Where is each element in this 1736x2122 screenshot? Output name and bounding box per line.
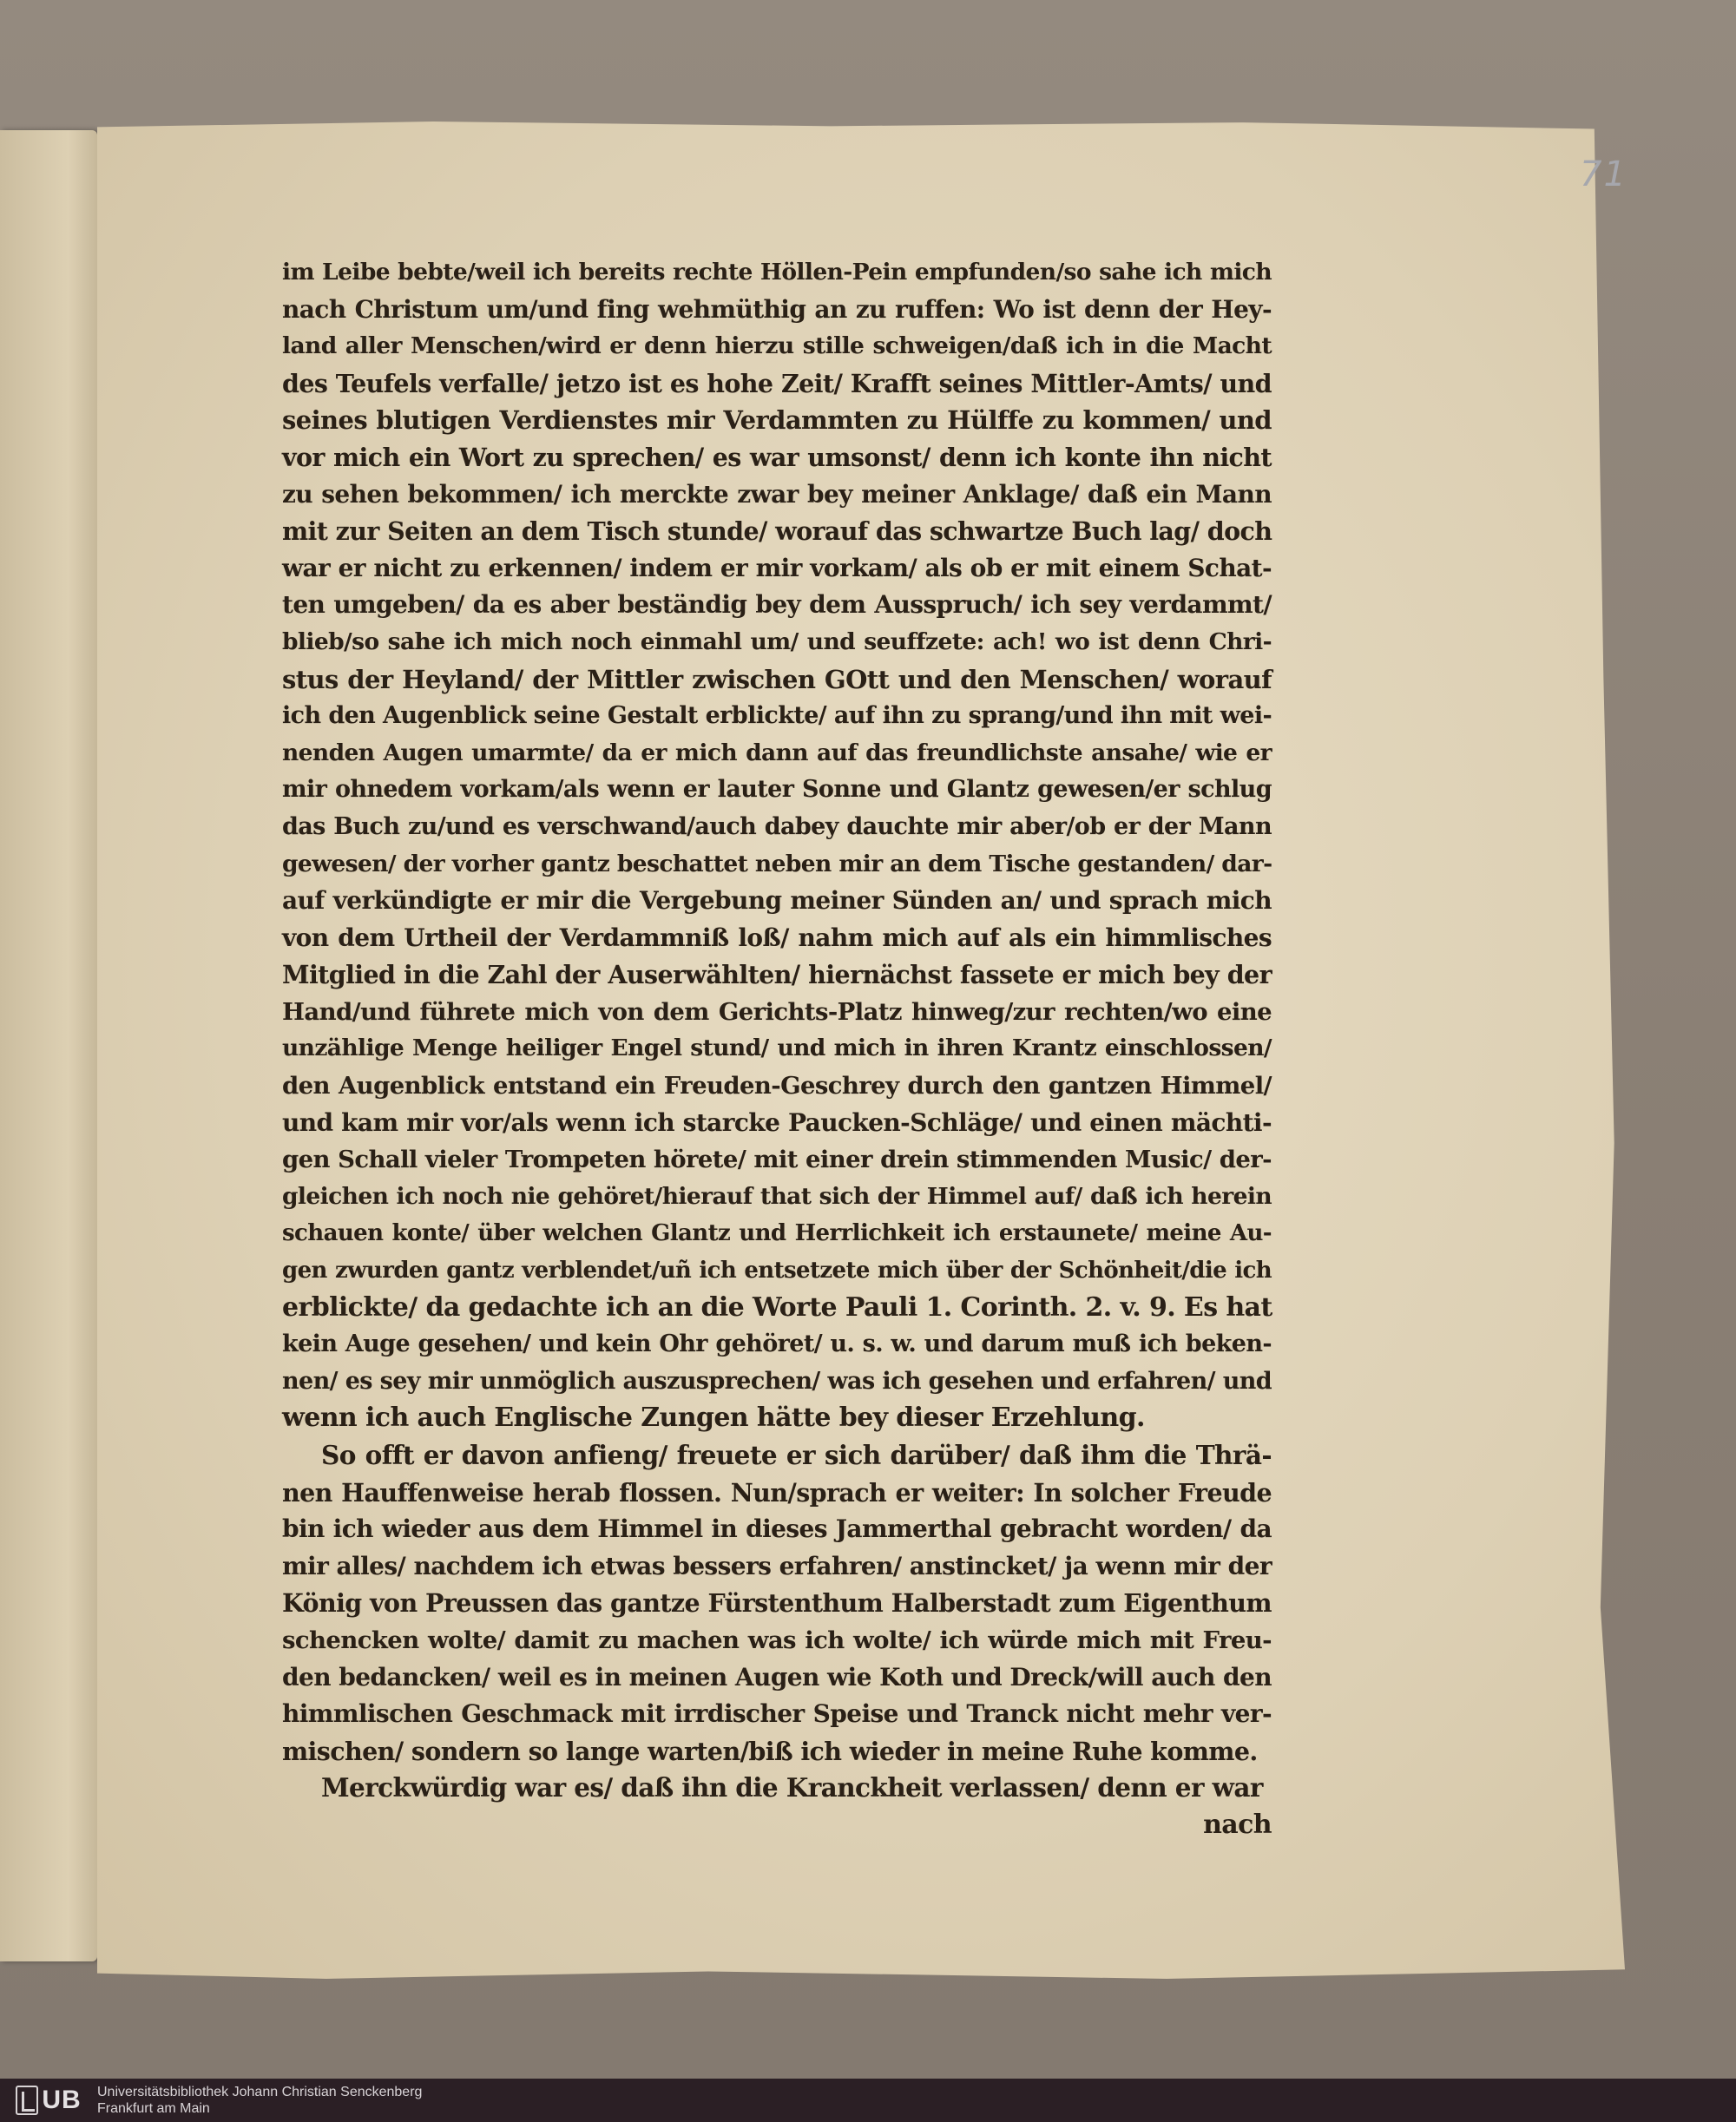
text-line: mit zur Seiten an dem Tisch stunde/ worauf das schwartze Buch lag/ doch — [282, 516, 1272, 547]
footer-bar — [0, 2079, 1736, 2122]
text-line: gewesen/ der vorher gantz beschattet neben mir an dem Tische gestanden/ dar- — [282, 850, 1272, 877]
text-line: nen/ es sey mir unmöglich auszusprechen/ was ich gesehen und erfahren/ und — [282, 1367, 1272, 1395]
library-icon — [16, 2086, 38, 2115]
text-line: mir alles/ nachdem ich etwas bessers erfahren/ anstincket/ ja wenn mir der — [282, 1551, 1272, 1580]
text-line: gleichen ich noch nie gehöret/hierauf that sich der Himmel auf/ daß ich herein — [282, 1182, 1272, 1210]
text-line: So offt er davon anfieng/ freuete er sich darüber/ daß ihm die Thrä- — [321, 1440, 1272, 1470]
text-line: mir ohnedem vorkam/als wenn er lauter Sonne und Glantz gewesen/er schlug — [282, 776, 1272, 804]
logo-text: UB — [42, 2086, 82, 2114]
text-line: nach Christum um/und fing wehmüthig an zu ruffen: Wo ist denn der Hey- — [282, 294, 1272, 324]
text-block — [282, 254, 1272, 1844]
text-line: mischen/ sondern so lange warten/biß ich wieder in meine Ruhe komme. — [282, 1736, 1258, 1766]
catchword: nach — [1203, 1809, 1272, 1840]
text-line: und kam mir vor/als wenn ich starcke Paucken-Schläge/ und einen mächti- — [282, 1107, 1272, 1137]
text-line: bin ich wieder aus dem Himmel in dieses Jammerthal gebracht worden/ da — [282, 1514, 1272, 1544]
text-line: unzählige Menge heiliger Engel stund/ und mich in ihren Krantz einschlossen/ — [282, 1035, 1272, 1062]
text-line: ich den Augenblick seine Gestalt erblickte/ auf ihn zu sprang/und ihn mit wei- — [282, 702, 1272, 730]
text-line: land aller Menschen/wird er denn hierzu stille schweigen/daß ich in die Macht — [282, 332, 1272, 360]
institution-city: Frankfurt am Main — [97, 2101, 210, 2116]
text-line: himmlischen Geschmack mit irrdischer Speise und Tranck nicht mehr ver- — [282, 1699, 1272, 1729]
text-line: im Leibe bebte/weil ich bereits rechte Höllen-Pein empfunden/so sahe ich mich — [282, 259, 1272, 286]
text-line: vor mich ein Wort zu sprechen/ es war umsonst/ denn ich konte ihn nicht — [282, 442, 1272, 472]
text-line: Mitglied in die Zahl der Auserwählten/ hiernächst fassete er mich bey der — [282, 960, 1272, 990]
text-line: des Teufels verfalle/ jetzo ist es hohe Zeit/ Krafft seines Mittler-Amts/ und — [282, 368, 1272, 398]
text-line: kein Auge gesehen/ und kein Ohr gehöret/ u. s. w. und darum muß ich beken- — [282, 1330, 1272, 1358]
text-line: auf verkündigte er mir die Vergebung meiner Sünden an/ und sprach mich — [282, 886, 1272, 916]
text-line: gen Schall vieler Trompeten hörete/ mit einer drein stimmenden Music/ der- — [282, 1146, 1272, 1174]
text-line: ten umgeben/ da es aber beständig bey dem Ausspruch/ ich sey verdammt/ — [282, 590, 1272, 620]
text-line: wenn ich auch Englische Zungen hätte bey dieser Erzehlung. — [282, 1403, 1145, 1434]
folio-number: 71 — [1580, 154, 1628, 194]
text-line: zu sehen bekommen/ ich merckte zwar bey meiner Anklage/ daß ein Mann — [282, 479, 1272, 509]
text-line: nen Hauffenweise herab flossen. Nun/sprach er weiter: In solcher Freude — [282, 1477, 1272, 1508]
text-line: den bedancken/ weil es in meinen Augen wie Koth und Dreck/will auch den — [282, 1662, 1272, 1692]
footer-text — [97, 2084, 422, 2117]
text-line: Hand/und führete mich von dem Gerichts-Platz hinweg/zur rechten/wo eine — [282, 997, 1272, 1026]
text-line: gen zwurden gantz verblendet/uñ ich entsetzete mich über der Schönheit/die ich — [282, 1258, 1272, 1284]
text-line: von dem Urtheil der Verdammniß loß/ nahm mich auf als ein himmlisches — [282, 923, 1272, 952]
text-line: blieb/so sahe ich mich noch einmahl um/ und seuffzete: ach! wo ist denn Chri- — [282, 627, 1272, 655]
text-line: war er nicht zu erkennen/ indem er mir vorkam/ als ob er mit einem Schat- — [282, 553, 1272, 582]
text-line: seines blutigen Verdienstes mir Verdammten zu Hülffe zu kommen/ und — [282, 405, 1272, 436]
text-line: Merckwürdig war es/ daß ihn die Kranckheit verlassen/ denn er war — [321, 1772, 1263, 1803]
ub-logo[interactable] — [5, 2083, 92, 2118]
institution-name: Universitätsbibliothek Johann Christian Senckenberg — [97, 2085, 423, 2099]
text-line: schencken wolte/ damit zu machen was ich wolte/ ich würde mich mit Freu- — [282, 1626, 1272, 1654]
text-line: erblickte/ da gedachte ich an die Worte Pauli 1. Corinth. 2. v. 9. Es hat — [282, 1291, 1272, 1323]
text-line: den Augenblick entstand ein Freuden-Geschrey durch den gantzen Himmel/ — [282, 1072, 1272, 1100]
text-line: König von Preussen das gantze Fürstenthum Halberstadt zum Eigenthum — [282, 1588, 1272, 1619]
text-line: stus der Heyland/ der Mittler zwischen GOtt und den Menschen/ worauf — [282, 664, 1272, 694]
left-page-edge — [0, 130, 97, 1961]
text-line: schauen konte/ über welchen Glantz und Herrlichkeit ich erstaunete/ meine Au- — [282, 1220, 1272, 1247]
text-line: nenden Augen umarmte/ da er mich dann auf das freundlichste ansahe/ wie er — [282, 739, 1272, 766]
text-line: das Buch zu/und es verschwand/auch dabey dauchte mir aber/ob er der Mann — [282, 812, 1272, 840]
